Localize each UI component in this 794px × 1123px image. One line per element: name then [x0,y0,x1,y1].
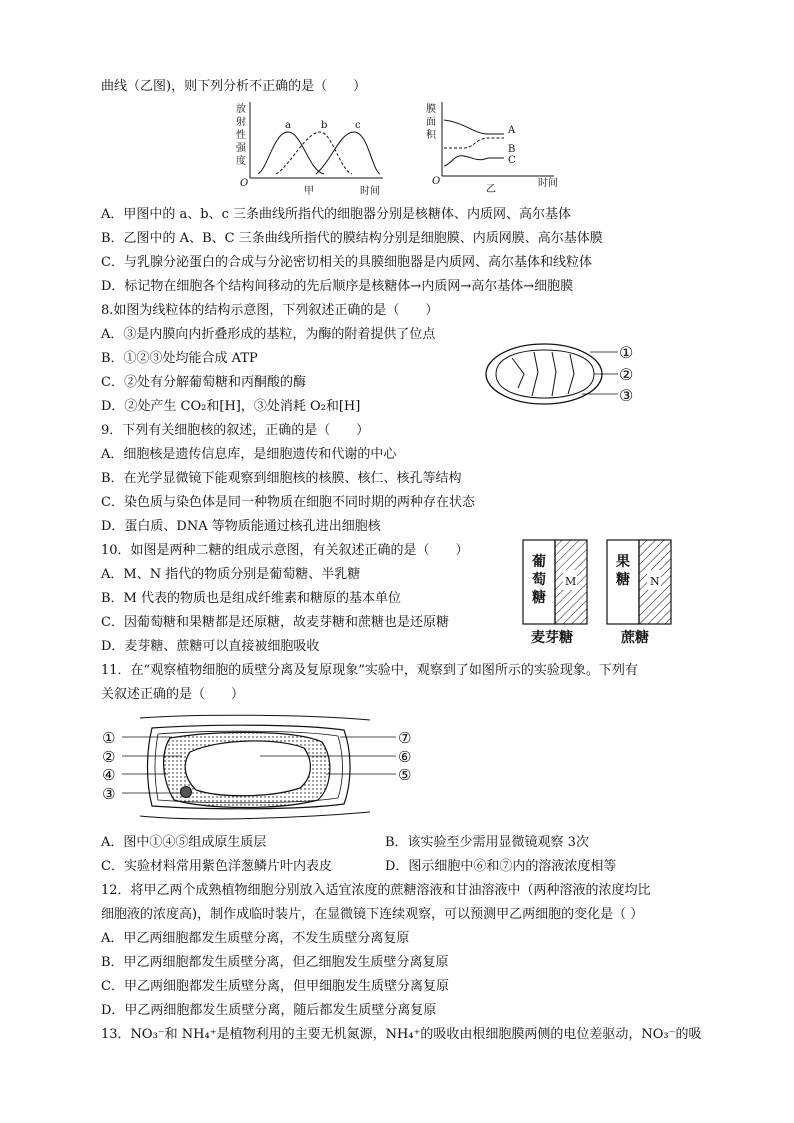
q12-stem-1: 12．将甲乙两个成熟植物细胞分别放入适宜浓度的蔗糖溶液和甘油溶液中（两种溶液的浓度均比 [101,883,651,898]
sucrose-box-char-1: 果 [616,554,630,570]
jia-ylabel-5: 度 [236,156,246,167]
q12-option-b: B．甲乙两细胞都发生质壁分离，但乙细胞发生质壁分离复原 [101,955,449,970]
plasmolysis-figure [100,712,420,822]
mitochondrion-figure [482,338,642,410]
maltose-box-char-2: 萄 [532,572,546,588]
maltose-letter-M: M [565,575,577,588]
jia-curve-c-line [316,132,380,174]
jia-caption: 甲 [304,186,314,197]
q10-option-b: B．M 代表的物质也是组成纤维素和糖原的基本单位 [101,591,401,606]
jia-ylabel-4: 强 [236,143,246,154]
jia-ylabel-2: 射 [236,117,246,128]
maltose-box-char-3: 糖 [532,590,546,606]
yi-curve-A: A [508,125,516,136]
q10-option-a: A．M、N 指代的物质分别是葡萄糖、半乳糖 [101,567,361,582]
jia-curve-b: b [321,120,328,131]
q7-option-a: A．甲图中的 a、b、c 三条曲线所指代的细胞器分别是核糖体、内质网、高尔基体 [101,207,572,222]
q10-option-d: D．麦芽糖、蔗糖可以直接被细胞吸收 [101,639,320,654]
q11-option-c: C．实验材料常用紫色洋葱鳞片叶内表皮 [101,859,332,874]
vacuole [185,741,310,796]
q12-stem-2: 细胞液的浓度高)，制作成临时装片，在显微镜下连续观察，可以预测甲乙两细胞的变化是（ ） [101,907,644,922]
jia-origin: O [240,178,249,189]
yi-curve-B-line [444,138,504,148]
q7-option-b: B．乙图中的 A、B、C 三条曲线所指代的膜结构分别是细胞膜、内质网膜、高尔基体膜 [101,231,603,246]
q11-stem-2: 关叙述正确的是（ ） [101,687,245,702]
yi-caption: 乙 [486,184,496,195]
jia-ylabel-3: 性 [236,130,246,141]
q7-figure-jia [228,100,388,198]
q10-stem: 10．如图是两种二糖的组成示意图，有关叙述正确的是（ ） [101,543,469,558]
q8-option-c: C．②处有分解葡萄糖和丙酮酸的酶 [101,375,306,390]
q8-option-b: B．①②③处均能合成 ATP [101,351,258,366]
cell-label-1: ① [102,729,116,747]
q13-stem: 13．NO₃⁻和 NH₄⁺是植物利用的主要无机氮源，NH₄⁺的吸收由根细胞膜两侧的电位差驱动，NO₃⁻的吸 [101,1027,702,1042]
mito-label-1: ① [619,343,634,362]
q11-option-b: B．该实验至少需用显微镜观察 3次 [385,835,589,850]
jia-curve-a: a [285,120,291,131]
maltose-caption: 麦芽糖 [531,630,573,646]
cell-label-6: ⑥ [398,748,412,766]
jia-ylabel-1: 放 [236,104,246,115]
yi-ylabel-2: 面 [426,117,436,128]
sucrose-letter-N: N [650,575,660,588]
jia-xlabel: 时间 [360,186,380,197]
cell-label-4: ④ [102,766,116,784]
q11-option-a: A．图中①④⑤组成原生质层 [101,835,267,850]
cell-label-3: ③ [102,785,116,803]
q8-option-a: A．③是内膜向内折叠形成的基粒，为酶的附着提供了位点 [101,327,436,342]
q7-figure-yi [424,100,564,198]
cell-label-2: ② [102,748,116,766]
yi-xlabel: 时间 [538,178,558,189]
yi-origin: O [432,176,441,187]
q8-option-d: D．②处产生 CO₂和[H]，③处消耗 O₂和[H] [101,399,361,414]
q9-option-a: A．细胞核是遗传信息库，是细胞遗传和代谢的中心 [101,447,397,462]
jia-curve-a-line [258,132,324,174]
mito-label-2: ② [619,365,634,384]
sucrose-caption: 蔗糖 [621,630,649,646]
jia-curve-c: c [355,120,361,131]
yi-curve-C-line [444,156,504,166]
q12-option-a: A．甲乙两细胞都发生质壁分离，不发生质壁分离复原 [101,931,410,946]
q12-option-c: C．甲乙两细胞都发生质壁分离，但甲细胞发生质壁分离复原 [101,979,449,994]
q8-stem: 8.如图为线粒体的结构示意图，下列叙述正确的是（ ） [101,303,439,318]
q9-stem: 9．下列有关细胞核的叙述，正确的是（ ） [101,423,370,438]
q11-option-d: D．图示细胞中⑥和⑦内的溶液浓度相等 [385,859,617,874]
disaccharide-figure [515,536,690,648]
sucrose-box-char-2: 糖 [616,572,630,588]
yi-curve-A-line [444,120,504,134]
yi-curve-C: C [508,155,516,166]
yi-ylabel-1: 膜 [426,104,436,115]
mito-label-3: ③ [619,386,634,405]
yi-curve-B: B [508,144,516,155]
q7-option-c: C．与乳腺分泌蛋白的合成与分泌密切相关的具膜细胞器是内质网、高尔基体和线粒体 [101,255,592,270]
q9-option-c: C．染色质与染色体是同一种物质在细胞不同时期的两种存在状态 [101,495,475,510]
q7-option-d: D．标记物在细胞各个结构间移动的先后顺序是核糖体→内质网→高尔基体→细胞膜 [101,279,574,294]
q7-stem-tail: 曲线（乙图)，则下列分析不正确的是（ ） [101,79,367,94]
q9-option-d: D．蛋白质、DNA 等物质能通过核孔进出细胞核 [101,519,381,534]
q12-option-d: D．甲乙两细胞都发生质壁分离，随后都发生质壁分离复原 [101,1003,437,1018]
yi-ylabel-3: 积 [426,130,436,141]
q10-option-c: C．因葡萄糖和果糖都是还原糖，故麦芽糖和蔗糖也是还原糖 [101,615,449,630]
cell-label-7: ⑦ [398,729,412,747]
mito-outer-membrane [486,344,602,404]
jia-curve-b-line [276,132,352,174]
maltose-box-char-1: 葡 [532,554,546,570]
nucleus [181,787,192,798]
q9-option-b: B．在光学显微镜下能观察到细胞核的核膜、核仁、核孔等结构 [101,471,462,486]
cell-label-5: ⑤ [398,766,412,784]
q11-stem-1: 11．在“观察植物细胞的质壁分离及复原现象”实验中，观察到了如图所示的实验现象。下列有 [101,663,638,678]
